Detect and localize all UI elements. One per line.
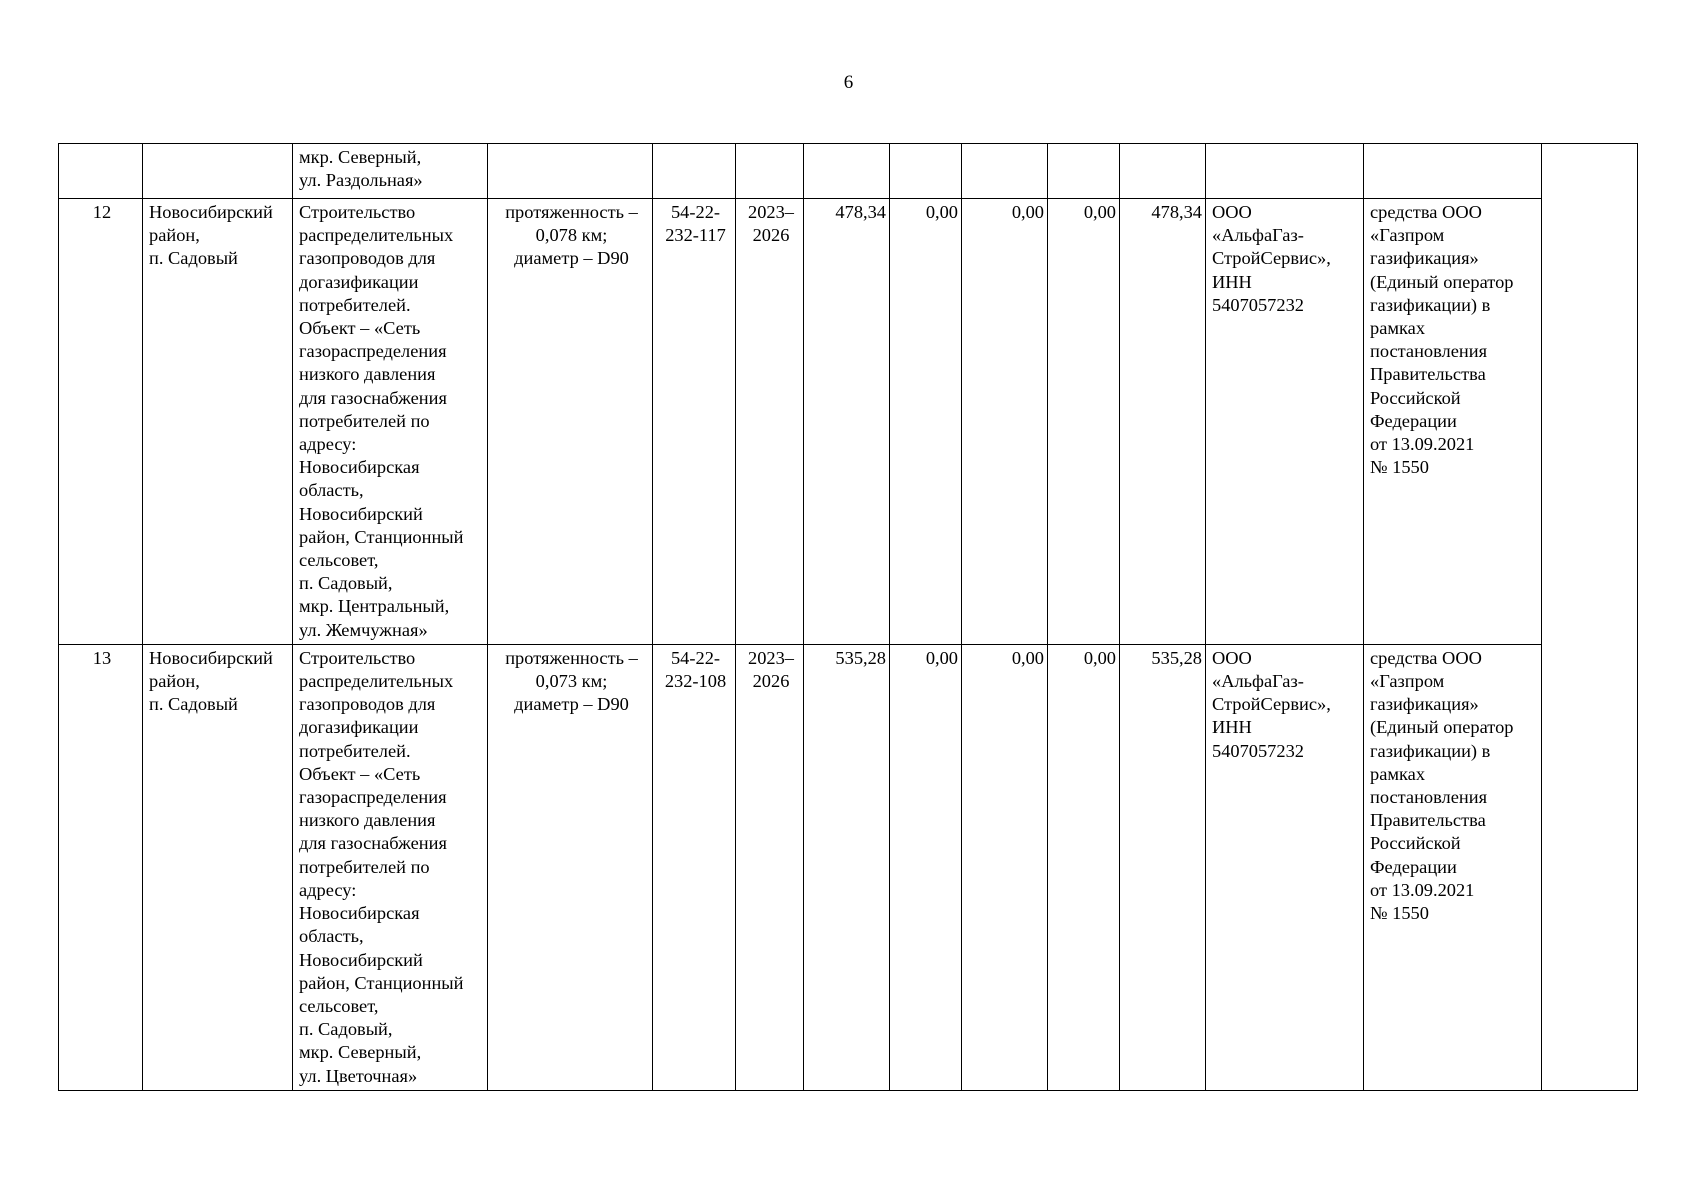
- cell-v3: 0,00: [1048, 199, 1120, 645]
- object-line: газопроводов для: [299, 694, 436, 715]
- object-line: адресу:: [299, 434, 357, 455]
- source-line: рамках: [1370, 763, 1426, 784]
- cell-object: [293, 144, 488, 199]
- executor-line: СтройСервис»,: [1212, 248, 1331, 269]
- source-line: (Единый оператор: [1370, 271, 1514, 292]
- params-line: диаметр – D90: [514, 694, 629, 715]
- cell-code: [653, 144, 736, 199]
- cell-location: [143, 199, 293, 645]
- cell-num: [59, 144, 143, 199]
- executor-line: «АльфаГаз-: [1212, 671, 1304, 692]
- table-row: [59, 644, 1638, 1090]
- table-row-continuation: [59, 144, 1638, 199]
- table-row: [59, 199, 1638, 645]
- cell-code: [653, 199, 736, 645]
- executor-line: ИНН: [1212, 717, 1252, 738]
- object-line: Строительство: [299, 647, 416, 668]
- source-line: газификации) в: [1370, 740, 1491, 761]
- executor-line: ООО: [1212, 647, 1252, 668]
- source-line: постановления: [1370, 787, 1488, 808]
- object-line: ул. Раздольная»: [299, 170, 423, 191]
- cell-source: [1364, 644, 1542, 1090]
- investment-table: [58, 143, 1638, 1091]
- cell-num: 13: [59, 644, 143, 1090]
- location-line: район,: [149, 225, 200, 246]
- object-line: Объект – «Сеть: [299, 318, 421, 339]
- object-line: потребителей.: [299, 294, 411, 315]
- source-line: Федерации: [1370, 856, 1457, 877]
- object-line: п. Садовый,: [299, 573, 393, 594]
- source-line: постановления: [1370, 341, 1488, 362]
- object-line: мкр. Центральный,: [299, 596, 450, 617]
- location-line: Новосибирский: [149, 202, 273, 222]
- executor-line: ИНН: [1212, 271, 1252, 292]
- cell-v2: [962, 144, 1048, 199]
- location-line: район,: [149, 671, 200, 692]
- object-line: сельсовет,: [299, 995, 379, 1016]
- object-line: Новосибирская: [299, 903, 420, 924]
- object-line: п. Садовый,: [299, 1019, 393, 1040]
- code-line: 232-117: [665, 225, 726, 246]
- params-line: протяженность –: [505, 647, 638, 668]
- source-line: газификация»: [1370, 248, 1479, 269]
- object-line: ул. Цветочная»: [299, 1065, 418, 1086]
- object-line: адресу:: [299, 879, 357, 900]
- cell-executor: [1206, 199, 1364, 645]
- executor-line: 5407057232: [1212, 294, 1304, 315]
- cell-total: 478,34: [804, 199, 890, 645]
- object-line: газопроводов для: [299, 248, 436, 269]
- object-line: Новосибирский: [299, 949, 423, 970]
- executor-line: ООО: [1212, 202, 1252, 222]
- cell-total: [804, 144, 890, 199]
- object-line: область,: [299, 926, 364, 947]
- cell-num: 12: [59, 199, 143, 645]
- object-line: Строительство: [299, 202, 416, 222]
- params-line: диаметр – D90: [514, 248, 629, 269]
- source-line: № 1550: [1370, 903, 1429, 924]
- cell-extra-column: [1542, 144, 1638, 1091]
- object-line: Новосибирская: [299, 457, 420, 478]
- object-line: район, Станционный: [299, 972, 464, 993]
- period-line: 2023–: [748, 647, 794, 668]
- object-line: газораспределения: [299, 341, 447, 362]
- cell-v4: 478,34: [1120, 199, 1206, 645]
- cell-v1: 0,00: [890, 199, 962, 645]
- cell-v1: 0,00: [890, 644, 962, 1090]
- object-line: потребителей по: [299, 410, 430, 431]
- executor-line: СтройСервис»,: [1212, 694, 1331, 715]
- object-line: мкр. Северный,: [299, 1042, 422, 1063]
- cell-executor: [1206, 144, 1364, 199]
- location-line: п. Садовый: [149, 694, 238, 715]
- cell-executor: [1206, 644, 1364, 1090]
- params-line: 0,078 км;: [535, 225, 608, 246]
- cell-period: [736, 644, 804, 1090]
- cell-location: [143, 644, 293, 1090]
- cell-location: [143, 144, 293, 199]
- cell-source: [1364, 199, 1542, 645]
- source-line: Правительства: [1370, 364, 1486, 385]
- source-line: Российской: [1370, 833, 1461, 854]
- code-line: 54-22-: [670, 647, 721, 668]
- cell-code: [653, 644, 736, 1090]
- code-line: 54-22-: [670, 202, 721, 222]
- cell-v2: 0,00: [962, 199, 1048, 645]
- object-line: район, Станционный: [299, 526, 464, 547]
- source-line: Правительства: [1370, 810, 1486, 831]
- period-line: 2023–: [748, 202, 794, 222]
- object-line: Объект – «Сеть: [299, 763, 421, 784]
- cell-period: [736, 199, 804, 645]
- location-line: п. Садовый: [149, 248, 238, 269]
- object-line: для газоснабжения: [299, 833, 447, 854]
- source-line: (Единый оператор: [1370, 717, 1514, 738]
- cell-params: [488, 144, 653, 199]
- object-line: сельсовет,: [299, 550, 379, 571]
- location-line: Новосибирский: [149, 647, 273, 668]
- cell-v3: 0,00: [1048, 644, 1120, 1090]
- object-line: для газоснабжения: [299, 387, 447, 408]
- object-line: распределительных: [299, 225, 454, 246]
- cell-v4: 535,28: [1120, 644, 1206, 1090]
- object-line: потребителей по: [299, 856, 430, 877]
- cell-period: [736, 144, 804, 199]
- cell-v3: [1048, 144, 1120, 199]
- source-line: «Газпром: [1370, 225, 1445, 246]
- page-number: 6: [843, 72, 854, 93]
- object-line: распределительных: [299, 671, 454, 692]
- cell-v4: [1120, 144, 1206, 199]
- source-line: Федерации: [1370, 410, 1457, 431]
- executor-line: «АльфаГаз-: [1212, 225, 1304, 246]
- period-line: 2026: [752, 671, 790, 692]
- executor-line: 5407057232: [1212, 740, 1304, 761]
- source-line: «Газпром: [1370, 671, 1445, 692]
- object-line: потребителей.: [299, 740, 411, 761]
- source-line: средства ООО: [1370, 202, 1482, 222]
- params-line: протяженность –: [505, 202, 638, 222]
- object-line: Новосибирский: [299, 503, 423, 524]
- object-line: низкого давления: [299, 810, 436, 831]
- object-line: мкр. Северный,: [299, 147, 422, 167]
- source-line: № 1550: [1370, 457, 1429, 478]
- cell-object: [293, 644, 488, 1090]
- object-line: догазификации: [299, 271, 419, 292]
- object-line: газораспределения: [299, 787, 447, 808]
- cell-params: [488, 644, 653, 1090]
- source-line: средства ООО: [1370, 647, 1482, 668]
- source-line: газификации) в: [1370, 294, 1491, 315]
- cell-v1: [890, 144, 962, 199]
- object-line: низкого давления: [299, 364, 436, 385]
- source-line: от 13.09.2021: [1370, 879, 1475, 900]
- cell-object: [293, 199, 488, 645]
- code-line: 232-108: [664, 671, 727, 692]
- params-line: 0,073 км;: [535, 671, 608, 692]
- cell-v2: 0,00: [962, 644, 1048, 1090]
- cell-source: [1364, 144, 1542, 199]
- source-line: Российской: [1370, 387, 1461, 408]
- period-line: 2026: [752, 225, 790, 246]
- object-line: догазификации: [299, 717, 419, 738]
- source-line: рамках: [1370, 318, 1426, 339]
- source-line: от 13.09.2021: [1370, 434, 1475, 455]
- object-line: область,: [299, 480, 364, 501]
- object-line: ул. Жемчужная»: [299, 619, 428, 640]
- cell-total: 535,28: [804, 644, 890, 1090]
- source-line: газификация»: [1370, 694, 1479, 715]
- cell-params: [488, 199, 653, 645]
